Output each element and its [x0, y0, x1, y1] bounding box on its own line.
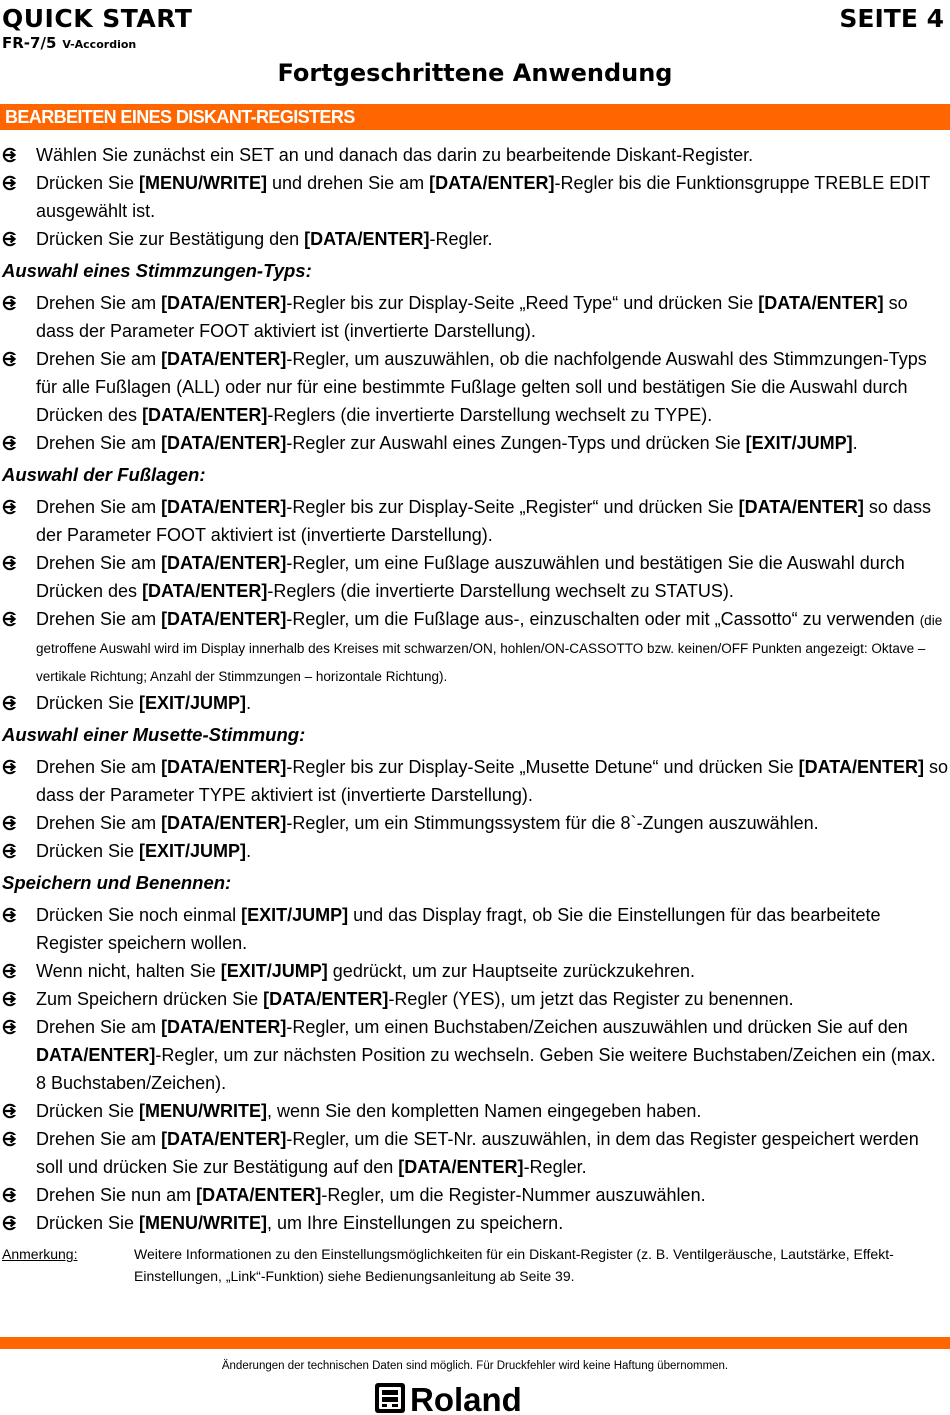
right-arrow-circle-icon	[2, 843, 18, 859]
text-run: -Regler zur Auswahl eines Zungen-Typs und drücken Sie	[286, 433, 746, 453]
list-item-text	[36, 841, 251, 861]
control-label: [EXIT/JUMP]	[241, 905, 349, 925]
control-label: [DATA/ENTER]	[161, 757, 287, 777]
control-label: [DATA/ENTER]	[161, 349, 287, 369]
right-arrow-circle-icon	[2, 147, 18, 163]
text-run: -Regler.	[523, 1157, 587, 1177]
control-label: [DATA/ENTER]	[161, 497, 287, 517]
list-item-text	[36, 757, 948, 805]
list-item-text	[36, 961, 695, 981]
list-item	[0, 169, 948, 225]
header-left	[2, 4, 192, 53]
right-arrow-circle-icon	[2, 611, 18, 627]
text-run: Drücken Sie noch einmal	[36, 905, 242, 925]
right-arrow-circle-icon	[2, 991, 18, 1007]
text-run: Drehen Sie am	[36, 293, 162, 313]
right-arrow-circle-icon	[2, 555, 18, 571]
text-run: Drehen Sie am	[36, 813, 162, 833]
list-item	[0, 689, 948, 717]
list-item	[0, 493, 948, 549]
text-run: Drehen Sie am	[36, 1129, 162, 1149]
text-run: -Regler, um einen Buchstaben/Zeichen auszuwählen und drücken Sie auf den	[286, 1017, 908, 1037]
list-item-text	[36, 1213, 563, 1233]
list-item	[0, 429, 948, 457]
control-label: [DATA/ENTER]	[142, 405, 268, 425]
list-item-text	[36, 293, 908, 341]
list-item-text	[36, 433, 858, 453]
list-item	[0, 345, 948, 429]
list-item	[0, 549, 948, 605]
text-run: -Regler, um eine Fußlage auszuwählen und bestätigen Sie die Auswahl durch Drücken des	[36, 553, 905, 601]
text-run: so dass der Parameter FOOT aktiviert ist (invertierte Darstellung).	[36, 497, 931, 545]
list-item	[0, 809, 948, 837]
list-item-text	[36, 173, 930, 221]
text-run: Wählen Sie zunächst ein SET an und danach das darin zu bearbeitende Diskant-Register.	[36, 145, 754, 165]
page-number: SEITE 4	[839, 4, 944, 33]
control-label: [EXIT/JUMP]	[745, 433, 853, 453]
list-item	[0, 985, 948, 1013]
right-arrow-circle-icon	[2, 963, 18, 979]
list-item-text	[36, 1129, 919, 1177]
right-arrow-circle-icon	[2, 435, 18, 451]
page-title: Fortgeschrittene Anwendung	[277, 59, 673, 87]
list-item-text	[36, 229, 493, 249]
right-arrow-circle-icon	[2, 351, 18, 367]
right-arrow-circle-icon	[2, 695, 18, 711]
text-run: -Regler bis zur Display-Seite „Musette Detune“ und drücken Sie	[286, 757, 799, 777]
text-run: Drehen Sie am	[36, 553, 162, 573]
text-run: so dass der Parameter FOOT aktiviert ist (invertierte Darstellung).	[36, 293, 908, 341]
model-name: FR-7/5	[2, 34, 57, 52]
control-label: [MENU/WRITE]	[139, 1101, 268, 1121]
control-label: [DATA/ENTER]	[161, 553, 287, 573]
control-label: [DATA/ENTER]	[161, 1017, 287, 1037]
control-label: [DATA/ENTER]	[161, 293, 287, 313]
text-run: gedrückt, um zur Hauptseite zurückzukehren.	[327, 961, 695, 981]
text-run: -Reglers (die invertierte Darstellung wechselt zu STATUS).	[267, 581, 734, 601]
section-heading: BEARBEITEN EINES DISKANT-REGISTERS	[5, 107, 355, 127]
text-run: Drücken Sie	[36, 173, 140, 193]
control-label: [EXIT/JUMP]	[220, 961, 328, 981]
text-run: Drehen Sie am	[36, 349, 162, 369]
control-label: [DATA/ENTER]	[142, 581, 268, 601]
text-run: Drehen Sie nun am	[36, 1185, 197, 1205]
text-run: .	[246, 693, 252, 713]
text-run: -Regler, um die Fußlage aus-, einzuschalten oder mit „Cassotto“ zu verwenden	[286, 609, 920, 629]
right-arrow-circle-icon	[2, 499, 18, 515]
text-run: Zum Speichern drücken Sie	[36, 989, 264, 1009]
footer-disclaimer: Änderungen der technischen Daten sind möglich. Für Druckfehler wird keine Haftung übernommen.	[221, 1360, 729, 1372]
subsection-heading: Auswahl eines Stimmzungen-Typs:	[2, 260, 312, 281]
text-run: Drehen Sie am	[36, 757, 162, 777]
text-run: Drehen Sie am	[36, 433, 162, 453]
right-arrow-circle-icon	[2, 175, 18, 191]
control-label: [DATA/ENTER]	[161, 609, 287, 629]
control-label: [DATA/ENTER]	[161, 433, 287, 453]
text-run: -Regler, um die SET-Nr. auszuwählen, in dem das Register gespeichert werden soll und drücken Sie zur Bestätigung auf den	[36, 1129, 919, 1177]
control-label: [DATA/ENTER]	[758, 293, 884, 313]
right-arrow-circle-icon	[2, 759, 18, 775]
list-item-text	[36, 693, 251, 713]
text-run: Drücken Sie	[36, 1101, 140, 1121]
control-label: [DATA/ENTER]	[263, 989, 389, 1009]
control-label: [DATA/ENTER]	[161, 1129, 287, 1149]
list-item-text	[36, 1017, 936, 1093]
control-label: [DATA/ENTER]	[398, 1157, 524, 1177]
list-item-text	[36, 553, 905, 601]
note-text: Weitere Informationen zu den Einstellungsmöglichkeiten für ein Diskant-Register (z. B. Ventilgeräusche, Lautstärke, Effekt-Einstellungen, „Link“-Funktion) siehe Bedienungsanleitung ab Seite 39.	[134, 1246, 894, 1284]
roland-logo-icon	[375, 1383, 405, 1413]
note-label: Anmerkung:	[2, 1246, 78, 1262]
model-subtitle: V-Accordion	[62, 38, 137, 51]
right-arrow-circle-icon	[2, 1215, 18, 1231]
text-run: -Regler.	[429, 229, 493, 249]
text-run: und das Display fragt, ob Sie die Einstellungen für das bearbeitete Register speichern wollen.	[36, 905, 881, 953]
control-label: [DATA/ENTER]	[738, 497, 864, 517]
list-item	[0, 957, 948, 985]
text-run: -Regler, um ein Stimmungssystem für die 8`-Zungen auszuwählen.	[286, 813, 819, 833]
text-run: Drücken Sie	[36, 1213, 140, 1233]
text-run: -Regler bis zur Display-Seite „Register“ und drücken Sie	[286, 497, 739, 517]
right-arrow-circle-icon	[2, 1131, 18, 1147]
text-run: Drehen Sie am	[36, 1017, 162, 1037]
quick-start-label: QUICK START	[2, 4, 193, 33]
text-run: -Regler (YES), um jetzt das Register zu benennen.	[388, 989, 794, 1009]
list-item	[0, 289, 948, 345]
roland-logo	[374, 1381, 577, 1415]
note	[2, 1243, 942, 1287]
roland-logo-text: Roland	[410, 1381, 522, 1415]
list-item-text	[36, 1101, 701, 1121]
control-label: [EXIT/JUMP]	[139, 693, 247, 713]
list-item-text	[36, 145, 753, 165]
model-line	[2, 35, 192, 53]
control-label: DATA/ENTER]	[36, 1045, 156, 1065]
list-item	[0, 225, 948, 253]
text-run: , wenn Sie den kompletten Namen eingegeben haben.	[267, 1101, 702, 1121]
control-label: [MENU/WRITE]	[139, 173, 268, 193]
right-arrow-circle-icon	[2, 295, 18, 311]
text-run: -Regler, um zur nächsten Position zu wechseln. Geben Sie weitere Buchstaben/Zeichen ein (max. 8 Buchstaben/Zeichen).	[36, 1045, 936, 1093]
text-run: (die getroffene Auswahl wird im Display innerhalb des Kreises mit schwarzen/ON, hohlen/ON-CASSOTTO bzw. keinen/OFF Punkten angezeigt: Oktave – vertikale Richtung; Anzahl der Stimmzungen – horizontale Richtung).	[36, 613, 943, 684]
list-item-text	[36, 609, 942, 685]
list-item	[0, 605, 948, 689]
control-label: [DATA/ENTER]	[161, 813, 287, 833]
text-run: -Regler, um die Register-Nummer auszuwählen.	[321, 1185, 706, 1205]
control-label: [DATA/ENTER]	[196, 1185, 322, 1205]
list-item	[0, 1013, 948, 1097]
list-item-text	[36, 349, 927, 425]
text-run: Drücken Sie	[36, 841, 140, 861]
right-arrow-circle-icon	[2, 815, 18, 831]
list-item	[0, 1181, 948, 1209]
right-arrow-circle-icon	[2, 1019, 18, 1035]
text-run: -Reglers (die invertierte Darstellung wechselt zu TYPE).	[267, 405, 713, 425]
right-arrow-circle-icon	[2, 231, 18, 247]
list-item-text	[36, 497, 931, 545]
subsection-heading: Speichern und Benennen:	[2, 872, 232, 893]
text-run: Drehen Sie am	[36, 497, 162, 517]
control-label: [MENU/WRITE]	[139, 1213, 268, 1233]
text-run: -Regler bis zur Display-Seite „Reed Type“ und drücken Sie	[286, 293, 759, 313]
text-run: .	[246, 841, 252, 861]
list-item	[0, 1097, 948, 1125]
text-run: Drehen Sie am	[36, 609, 162, 629]
right-arrow-circle-icon	[2, 1103, 18, 1119]
list-item-text	[36, 989, 794, 1009]
list-item	[0, 837, 948, 865]
text-run: .	[852, 433, 858, 453]
text-run: so dass der Parameter TYPE aktiviert ist (invertierte Darstellung).	[36, 757, 948, 805]
control-label: [DATA/ENTER]	[798, 757, 924, 777]
text-run: Wenn nicht, halten Sie	[36, 961, 221, 981]
list-item	[0, 1125, 948, 1181]
text-run: und drehen Sie am	[267, 173, 430, 193]
text-run: Drücken Sie zur Bestätigung den	[36, 229, 305, 249]
list-item-text	[36, 905, 880, 953]
footer-bar	[0, 1337, 950, 1349]
right-arrow-circle-icon	[2, 1187, 18, 1203]
subsection-heading: Auswahl einer Musette-Stimmung:	[2, 724, 306, 745]
text-run: -Regler bis die Funktionsgruppe TREBLE EDIT ausgewählt ist.	[36, 173, 930, 221]
control-label: [DATA/ENTER]	[429, 173, 555, 193]
text-run: , um Ihre Einstellungen zu speichern.	[267, 1213, 564, 1233]
list-item	[0, 141, 948, 169]
instructions-content	[0, 141, 948, 1237]
control-label: [DATA/ENTER]	[304, 229, 430, 249]
text-run: -Regler, um auszuwählen, ob die nachfolgende Auswahl des Stimmzungen-Typs für alle Fußlagen (ALL) oder nur für eine bestimmte Fußlage gelten soll und bestätigen Sie die Auswahl durch Drücken des	[36, 349, 927, 425]
list-item-text	[36, 1185, 706, 1205]
text-run: Drücken Sie	[36, 693, 140, 713]
list-item	[0, 901, 948, 957]
control-label: [EXIT/JUMP]	[139, 841, 247, 861]
list-item-text	[36, 813, 819, 833]
list-item	[0, 1209, 948, 1237]
section-heading-bar	[0, 104, 950, 130]
list-item	[0, 753, 948, 809]
subsection-heading: Auswahl der Fußlagen:	[2, 464, 206, 485]
right-arrow-circle-icon	[2, 907, 18, 923]
